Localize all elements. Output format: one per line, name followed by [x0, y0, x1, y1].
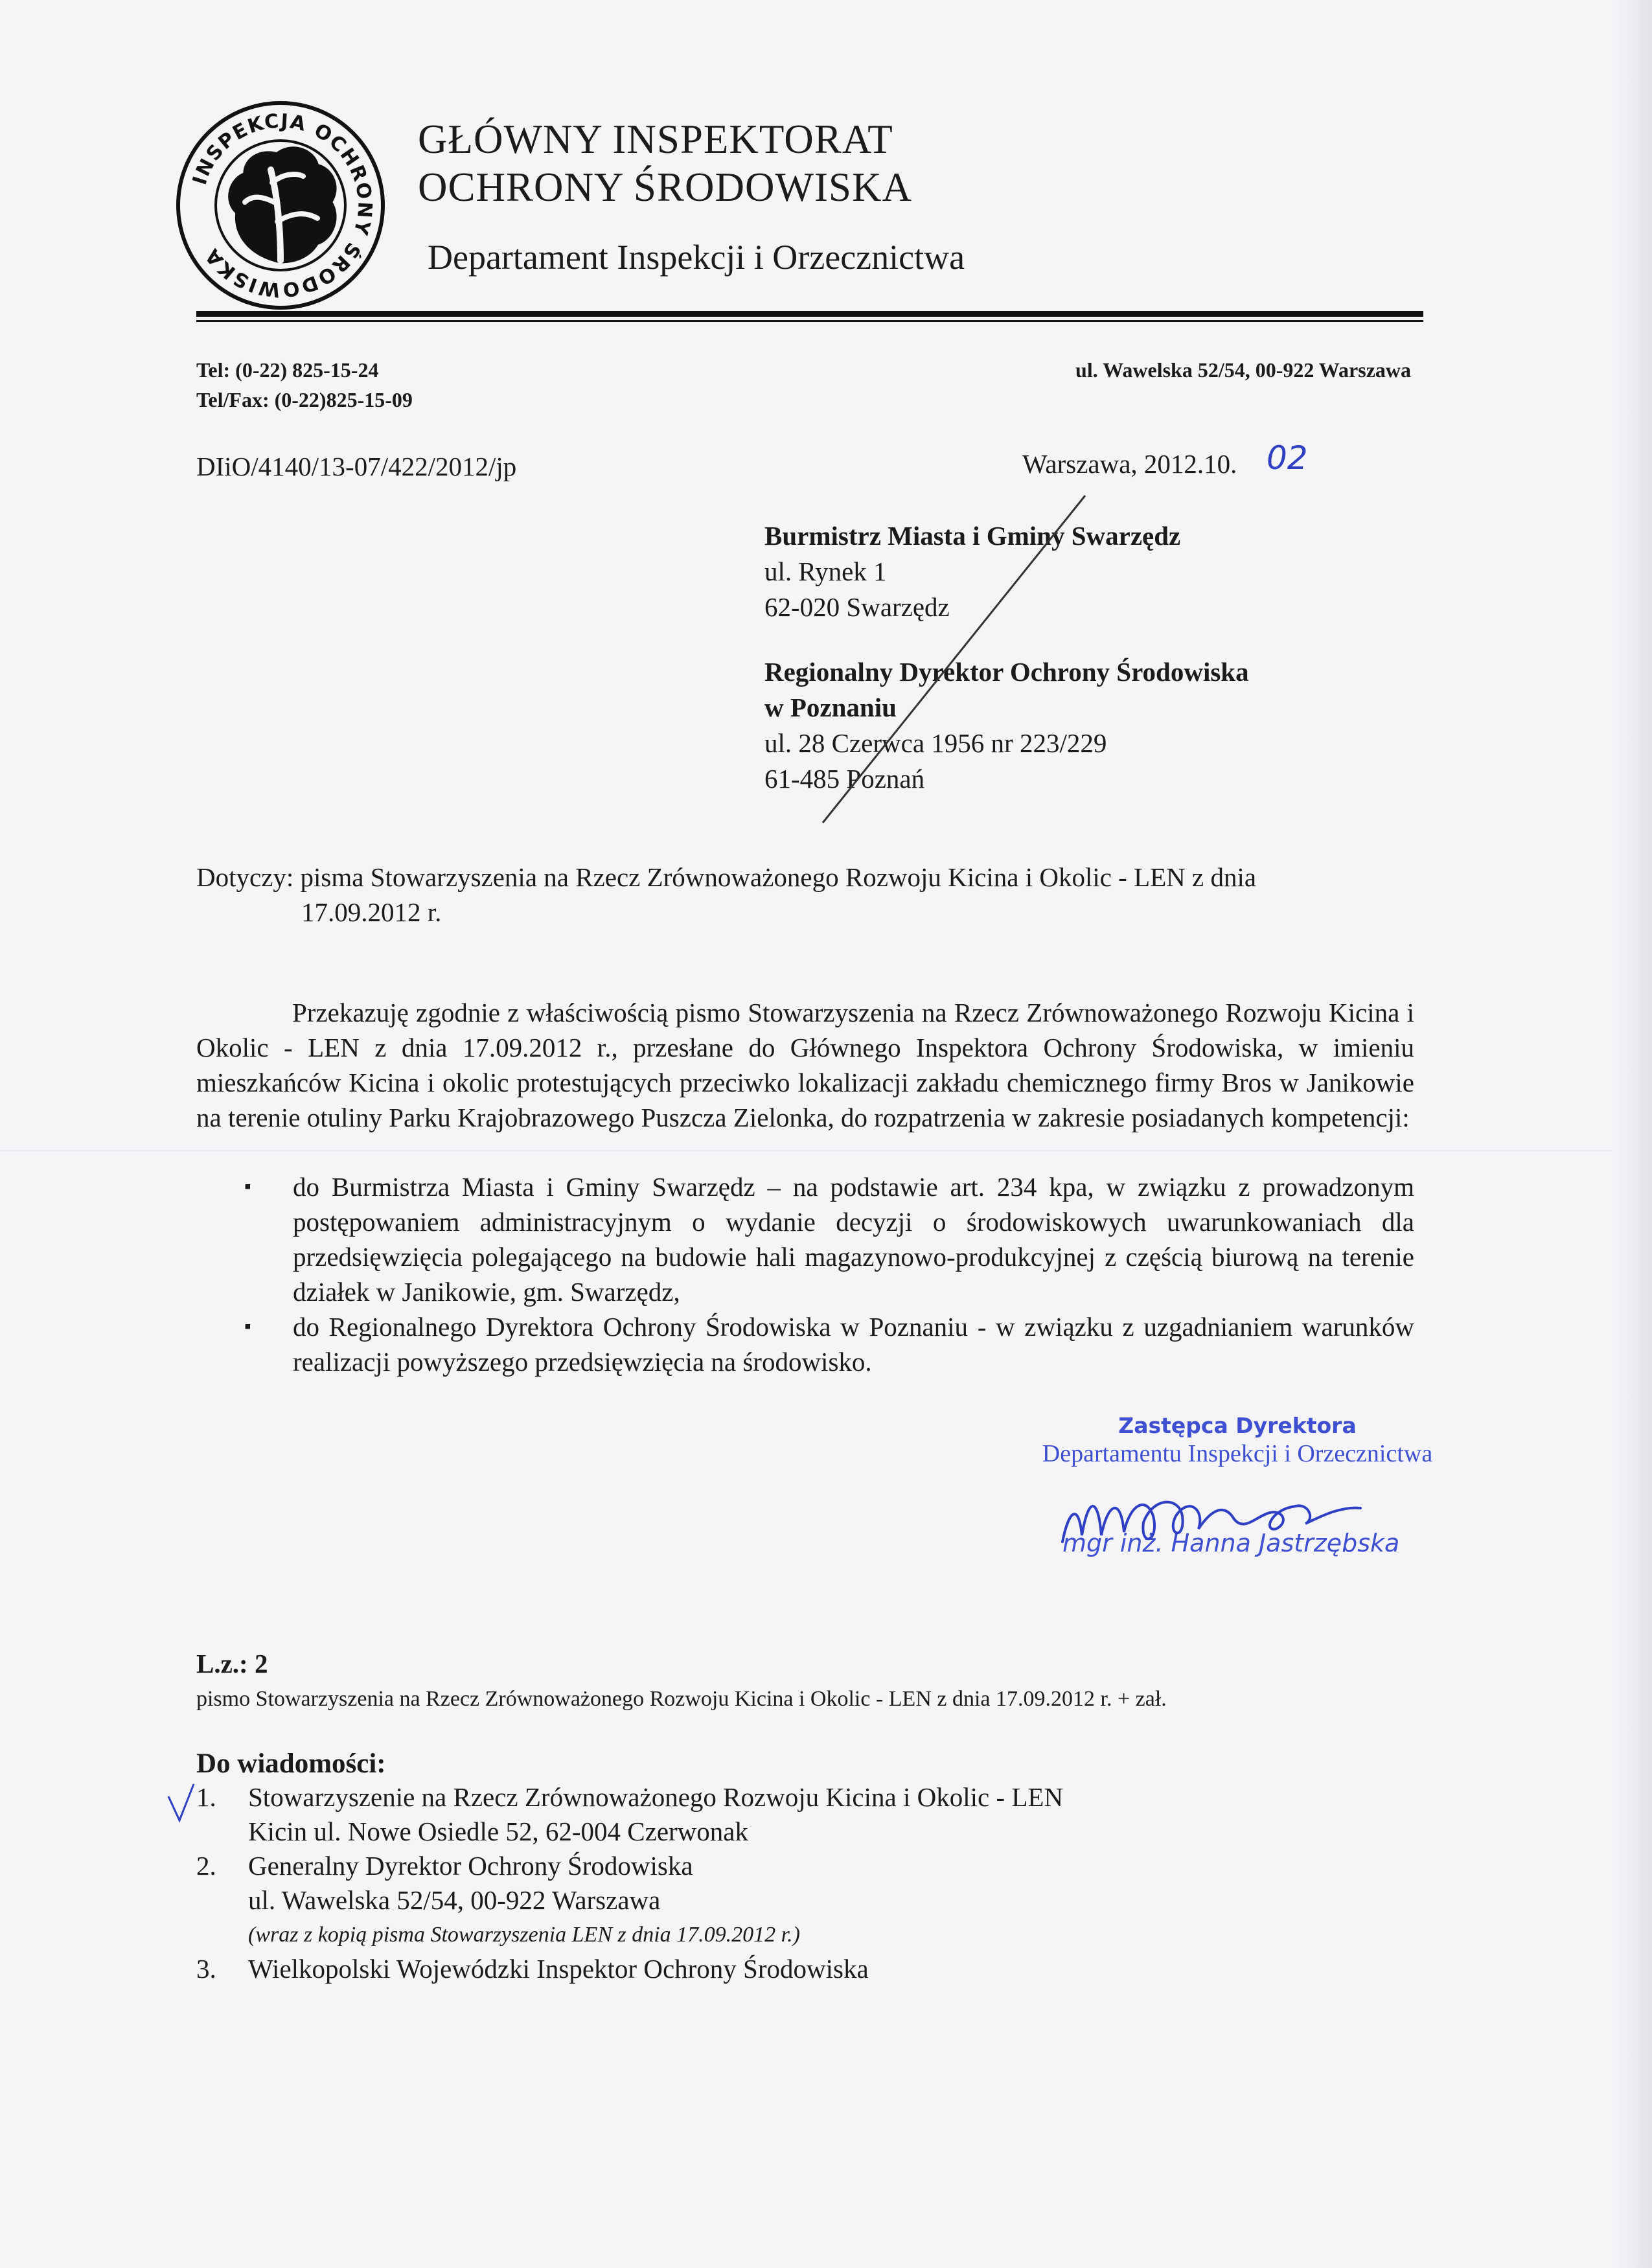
bullet-2-text: do Regionalnego Dyrektora Ochrony Środowiska w Poznaniu - w związku z uzgadnianiem warunków realizacji powyższego przedsięwzięcia na środowisko.: [293, 1312, 1414, 1377]
enclosures-label: L.z.: 2: [196, 1649, 268, 1678]
recipient-2-city: 61-485 Poznań: [764, 764, 925, 794]
subject-line-1: Dotyczy: pisma Stowarzyszenia na Rzecz Zrównoważonego Rozwoju Kicina i Okolic - LEN z dnia: [196, 862, 1257, 892]
bullet-item: [196, 1169, 1414, 1309]
subject-line-2: 17.09.2012 r.: [301, 897, 442, 927]
cc-item-note: (wraz z kopią pisma Stowarzyszenia LEN z dnia 17.09.2012 r.): [248, 1923, 800, 1947]
signature-stamp: [1011, 1412, 1464, 1557]
cc-item-number: 3.: [196, 1954, 216, 1984]
body-text: Przekazuję zgodnie z właściwością pismo Stowarzyszenia na Rzecz Zrównoważonego Rozwoju Kicina i Okolic - LEN z dnia 17.09.2012 r., przesłane do Głównego Inspektora Ochrony Środowiska, w imieniu mieszkańców Kicina i okolic protestujących przeciwko lokalizacji zakładu chemicznego firmy Bros w Janikowie na terenie otuliny Parku Krajobrazowego Puszcza Zielonka, do rozpatrzenia w zakresie posiadanych kompetencji:: [196, 998, 1414, 1132]
reference-number: DIiO/4140/13-07/422/2012/jp: [196, 452, 517, 481]
bullet-list: [196, 1169, 1414, 1379]
handwritten-signature: [1050, 1471, 1386, 1561]
header-rule-thin: [196, 320, 1423, 322]
stamp-signatory: mgr inż. Hanna Jastrzębska: [1062, 1529, 1400, 1557]
bullet-marker: ▪: [244, 1176, 251, 1197]
handwritten-check-mark: [165, 1780, 198, 1826]
logo-ring-text: INSPEKCJA OCHRONY ŚRODOWISKA: [188, 109, 376, 302]
header-rule-thick: [196, 311, 1423, 317]
bullet-1-text: do Burmistrza Miasta i Gminy Swarzędz – na podstawie art. 234 kpa, w związku z prowadzonym postępowaniem administracyjnym o wydanie decyzji o środowiskowych uwarunkowaniach dla przedsięwzięcia polegającego na budowie hali magazynowo-produkcyjnej z częścią biurową na terenie działek w Janikowie, gm. Swarzędz,: [293, 1172, 1414, 1307]
cc-list: [196, 1780, 1063, 1986]
stamp-title: Zastępca Dyrektora: [1118, 1413, 1357, 1438]
subject: [196, 860, 1427, 930]
recipient-2-street: ul. 28 Czerwca 1956 nr 223/229: [764, 728, 1107, 758]
fax: Tel/Fax: (0-22)825-15-09: [196, 388, 413, 411]
recipient-2-name-1: Regionalny Dyrektor Ochrony Środowiska: [764, 657, 1249, 687]
bullet-marker: ▪: [244, 1316, 251, 1337]
cc-item-line: Generalny Dyrektor Ochrony Środowiska: [248, 1851, 693, 1881]
institution-line-1: GŁÓWNY INSPEKTORAT: [418, 117, 893, 162]
recipient-1-name: Burmistrz Miasta i Gminy Swarzędz: [764, 521, 1181, 551]
cc-item: [196, 1849, 1063, 1952]
stamp-department: Departamentu Inspekcji i Orzecznictwa: [1042, 1440, 1433, 1467]
bullet-item: [196, 1309, 1414, 1379]
letter-date: Warszawa, 2012.10.: [1022, 449, 1237, 479]
cc-item: [196, 1952, 1063, 1986]
cc-item-line: Stowarzyszenie na Rzecz Zrównoważonego Rozwoju Kicina i Okolic - LEN: [248, 1782, 1064, 1812]
cc-item-number: 2.: [196, 1851, 216, 1881]
institution-name: [418, 115, 912, 211]
body-paragraph: [196, 995, 1414, 1135]
handwritten-day: 02: [1267, 439, 1308, 477]
department-name: Departament Inspekcji i Orzecznictwa: [428, 238, 965, 277]
phone-block: [196, 355, 413, 415]
paper-fold-line: [0, 1150, 1652, 1152]
cc-item: [196, 1780, 1063, 1849]
cc-item-line: ul. Wawelska 52/54, 00-922 Warszawa: [248, 1885, 661, 1915]
institution-line-2: OCHRONY ŚRODOWISKA: [418, 165, 912, 210]
cc-item-line: Wielkopolski Wojewódzki Inspektor Ochrony Środowiska: [248, 1954, 869, 1984]
cc-item-number: 1.: [196, 1782, 216, 1812]
recipient-1-city: 62-020 Swarzędz: [764, 592, 950, 622]
cc-heading: Do wiadomości:: [196, 1748, 386, 1779]
phone: Tel: (0-22) 825-15-24: [196, 358, 379, 382]
inspectorate-logo: [174, 98, 387, 312]
leaf-icon: [231, 150, 334, 260]
recipient-2-name-2: w Poznaniu: [764, 693, 897, 722]
recipient-1-street: ul. Rynek 1: [764, 556, 887, 586]
office-address: ul. Wawelska 52/54, 00-922 Warszawa: [1075, 358, 1411, 382]
scan-edge-shadow: [1613, 0, 1652, 2268]
handwritten-slash-mark: [803, 492, 1088, 829]
enclosures-text: pismo Stowarzyszenia na Rzecz Zrównoważonego Rozwoju Kicina i Okolic - LEN z dnia 17.09.2012 r. + zał.: [196, 1687, 1167, 1711]
cc-item-line: Kicin ul. Nowe Osiedle 52, 62-004 Czerwonak: [248, 1816, 748, 1846]
